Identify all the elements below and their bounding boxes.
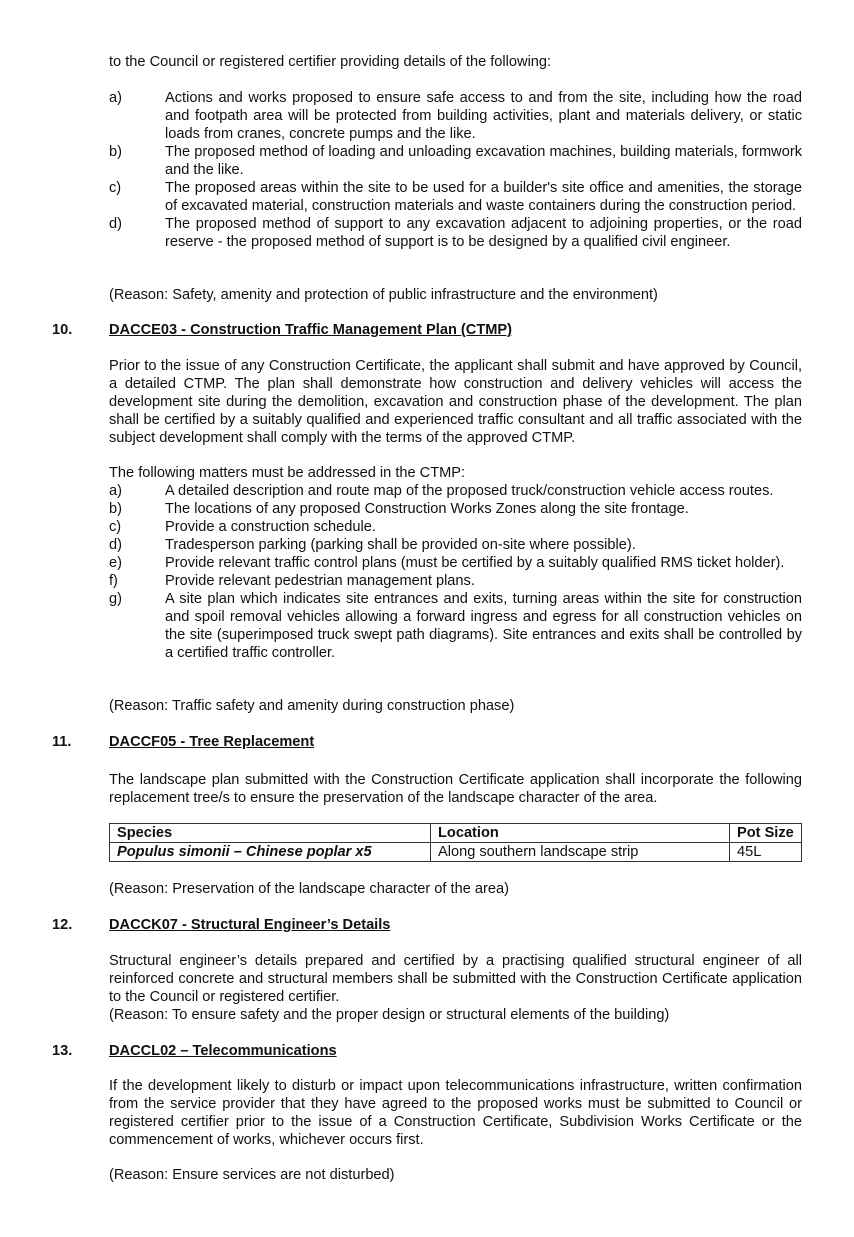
list-item (109, 89, 802, 143)
list-item (109, 590, 802, 662)
list-item (109, 572, 802, 590)
intro-reason: (Reason: Safety, amenity and protection of public infrastructure and the environment) (109, 287, 658, 303)
list-item-text: A detailed description and route map of the proposed truck/construction vehicle access routes. (165, 483, 774, 499)
section-12-paragraph: Structural engineer’s details prepared and certified by a practising qualified structural engineer of all reinforced concrete and structural members shall be submitted with the Construction Certificate application to the Council or registered certifier. (109, 953, 802, 1005)
cell-location: Along southern landscape strip (431, 843, 730, 862)
list-item (109, 536, 802, 554)
section-12-reason: (Reason: To ensure safety and the proper design or structural elements of the building) (109, 1007, 670, 1023)
section-number: 13. (52, 1043, 73, 1059)
list-item-label: c) (109, 519, 122, 535)
list-item (109, 143, 802, 179)
section-11-paragraph: The landscape plan submitted with the Construction Certificate application shall incorporate the following replacement tree/s to ensure the preservation of the landscape character of the area. (109, 772, 802, 806)
section-number: 10. (52, 322, 73, 338)
list-item (109, 482, 802, 500)
section-10-paragraph: Prior to the issue of any Construction Certificate, the applicant shall submit and have approved by Council, a detailed CTMP. The plan shall demonstrate how construction and delivery vehicles will access the development site during the demolition, excavation and construction phase of the development. The plan shall be certified by a suitably qualified and experienced traffic consultant and all traffic associated with the subject development shall comply with the terms of the approved CTMP. (109, 358, 802, 446)
list-item-text: The proposed areas within the site to be used for a builder's site office and amenities, the storage of excavated material, construction materials and waste containers during the construction period. (165, 180, 802, 214)
section-title: DACCE03 - Construction Traffic Management Plan (CTMP) (109, 322, 512, 338)
list-item-text: Actions and works proposed to ensure safe access to and from the site, including how the road and footpath area will be protected from building activities, plant and materials delivery, or static loads from cranes, concrete pumps and the like. (165, 90, 802, 142)
list-item (109, 554, 802, 572)
section-10-reason: (Reason: Traffic safety and amenity during construction phase) (109, 698, 515, 714)
section-10-matters-intro: The following matters must be addressed in the CTMP: (109, 465, 466, 481)
list-item-text: Provide relevant traffic control plans (must be certified by a suitably qualified RMS ticket holder). (165, 555, 785, 571)
table-header-row (110, 824, 802, 843)
column-header-pot-size: Pot Size (730, 824, 802, 843)
list-item-text: The locations of any proposed Construction Works Zones along the site frontage. (165, 501, 689, 517)
list-item-text: Tradesperson parking (parking shall be provided on-site where possible). (165, 537, 636, 553)
list-item-text: Provide a construction schedule. (165, 519, 376, 535)
cell-species: Populus simonii – Chinese poplar x5 (110, 843, 431, 862)
list-item-text: The proposed method of support to any excavation adjacent to adjoining properties, or the road reserve - the proposed method of support is to be designed by a qualified civil engineer. (165, 216, 802, 250)
list-item (109, 518, 802, 536)
list-item (109, 179, 802, 215)
section-number: 12. (52, 917, 73, 933)
list-item-label: d) (109, 537, 122, 553)
column-header-species: Species (110, 824, 431, 843)
list-item-label: e) (109, 555, 122, 571)
list-item-label: b) (109, 501, 122, 517)
list-item-label: f) (109, 573, 118, 589)
list-item-label: a) (109, 483, 122, 499)
section-13-paragraph: If the development likely to disturb or impact upon telecommunications infrastructure, written confirmation from the service provider that they have agreed to the proposed works must be submitted to Council or registered certifier prior to the issue of a Construction Certificate, Subdivision Works Certificate or the commencement of works, whichever occurs first. (109, 1078, 802, 1148)
list-item-text: Provide relevant pedestrian management plans. (165, 573, 475, 589)
intro-text: to the Council or registered certifier providing details of the following: (109, 54, 552, 70)
list-item (109, 215, 802, 251)
list-item-label: a) (109, 90, 122, 106)
intro-list (109, 89, 802, 251)
cell-pot-size: 45L (730, 843, 802, 862)
section-number: 11. (52, 734, 72, 750)
section-title: DACCK07 - Structural Engineer’s Details (109, 917, 391, 933)
list-item-label: b) (109, 144, 122, 160)
list-item-text: The proposed method of loading and unloading excavation machines, building materials, formwork and the like. (165, 144, 802, 178)
column-header-location: Location (431, 824, 730, 843)
list-item (109, 500, 802, 518)
section-13-reason: (Reason: Ensure services are not disturbed) (109, 1167, 395, 1183)
section-title: DACCL02 – Telecommunications (109, 1043, 337, 1059)
section-10-list (109, 482, 802, 662)
table-row (110, 843, 802, 862)
list-item-label: c) (109, 180, 122, 196)
tree-replacement-table (109, 823, 802, 862)
list-item-label: d) (109, 216, 122, 232)
section-11-reason: (Reason: Preservation of the landscape character of the area) (109, 881, 509, 897)
section-title: DACCF05 - Tree Replacement (109, 734, 315, 750)
list-item-label: g) (109, 591, 122, 607)
list-item-text: A site plan which indicates site entrances and exits, turning areas within the site for construction and spoil removal vehicles allowing a forward ingress and egress for all construction vehicles on the site (superimposed truck swept path diagrams). Site entrances and exits shall be controlled by a certified traffic controller. (165, 591, 802, 661)
